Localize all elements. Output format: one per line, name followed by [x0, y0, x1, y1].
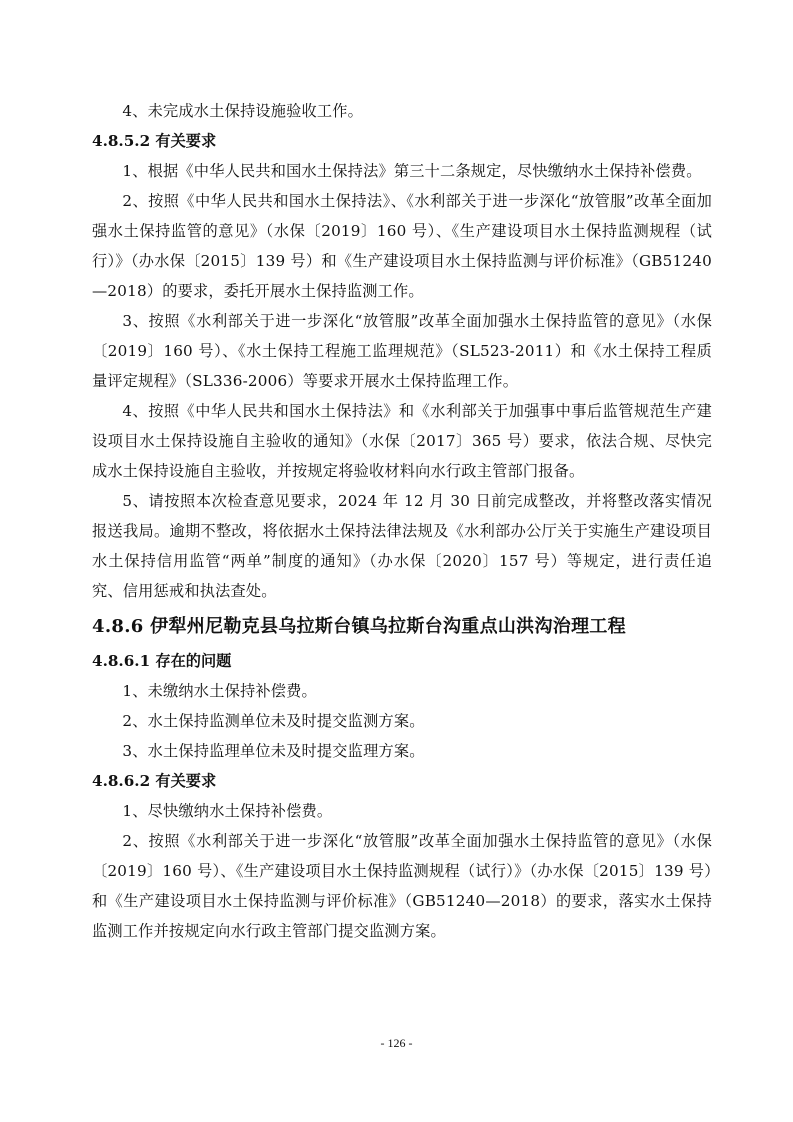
requirement-2-submit-monitoring-plan: 2、按照《水利部关于进一步深化“放管服”改革全面加强水土保持监管的意见》（水保〔2019〕160 号）、《生产建设项目水土保持监测规程（试行）》（办水保〔2015〕139 号）和《生产建设项目水土保持监测与评价标准》（GB51240—2018）的要求，落实水土保持监测工作并按规定向水行政主管部门提交监测方案。: [92, 832, 712, 940]
requirement-1-compensation-fee: 1、根据《中华人民共和国水土保持法》第三十二条规定，尽快缴纳水土保持补偿费。: [122, 162, 702, 180]
problem-2-monitoring-plan: 2、水土保持监测单位未及时提交监测方案。: [122, 712, 425, 730]
heading-4-8-5-2: 4.8.5.2 有关要求: [92, 132, 217, 150]
problem-3-supervision-plan: 3、水土保持监理单位未及时提交监理方案。: [122, 742, 425, 760]
document-body: [92, 96, 712, 946]
requirement-2-monitoring: 2、按照《中华人民共和国水土保持法》、《水利部关于进一步深化“放管服”改革全面加强水土保持监管的意见》（水保〔2019〕160 号）、《生产建设项目水土保持监测规程（试行）》（办水保〔2015〕139 号）和《生产建设项目水土保持监测与评价标准》（GB51240—2018）的要求，委托开展水土保持监测工作。: [92, 192, 712, 300]
heading-4-8-6-2: 4.8.6.2 有关要求: [92, 772, 217, 790]
heading-4-8-6-1: 4.8.6.1 存在的问题: [92, 652, 232, 670]
problem-1-fee-unpaid: 1、未缴纳水土保持补偿费。: [122, 682, 317, 700]
heading-4-8-6: 4.8.6 伊犁州尼勒克县乌拉斯台镇乌拉斯台沟重点山洪沟治理工程: [92, 616, 626, 637]
requirement-4-acceptance: 4、按照《中华人民共和国水土保持法》和《水利部关于加强事中事后监管规范生产建设项目水土保持设施自主验收的通知》（水保〔2017〕365 号）要求，依法合规、尽快完成水土保持设施自主验收，并按规定将验收材料向水行政主管部门报备。: [92, 402, 712, 480]
requirement-3-supervision: 3、按照《水利部关于进一步深化“放管服”改革全面加强水土保持监管的意见》（水保〔2019〕160 号）、《水土保持工程施工监理规范》（SL523-2011）和《水土保持工程质量评定规程》（SL336-2006）等要求开展水土保持监理工作。: [92, 312, 712, 390]
requirement-5-rectification: 5、请按照本次检查意见要求，2024 年 12 月 30 日前完成整改，并将整改落实情况报送我局。逾期不整改，将依据水土保持法律法规及《水利部办公厅关于实施生产建设项目水土保持信用监管“两单”制度的通知》（办水保〔2020〕157 号）等规定，进行责任追究、信用惩戒和执法查处。: [92, 492, 712, 600]
item-4-incomplete-acceptance: 4、未完成水土保持设施验收工作。: [122, 102, 364, 120]
page-number: - 126 -: [380, 1036, 413, 1050]
requirement-1-pay-fee: 1、尽快缴纳水土保持补偿费。: [122, 802, 333, 820]
